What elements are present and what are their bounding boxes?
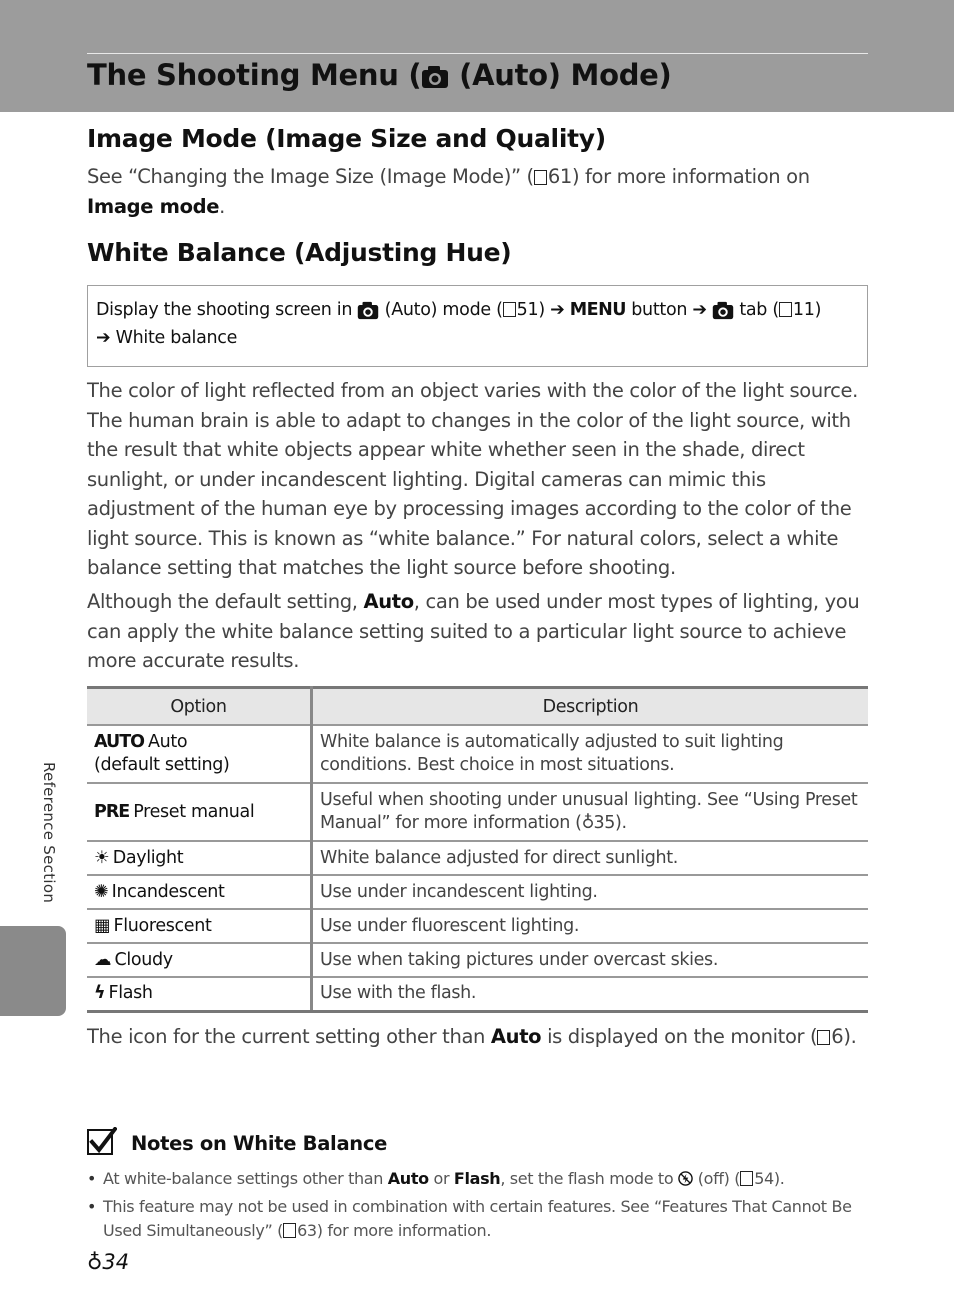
fluorescent-icon: ▦ (94, 915, 110, 936)
camera-auto-icon (357, 301, 379, 320)
book-icon (534, 170, 547, 185)
description-cell: Use with the flash. (312, 977, 869, 1011)
list-item: • This feature may not be used in combination with certain features. See “Features That Cannot Be Used Simultaneously” ( 63) for more information. (87, 1195, 868, 1243)
notes-list (87, 1167, 868, 1247)
flash-off-icon (678, 1171, 693, 1186)
cloudy-icon: ☁ (94, 949, 111, 970)
daylight-icon: ☀ (94, 847, 109, 868)
option-cell: AUTO Auto (default setting) (87, 725, 312, 783)
column-header-option: Option (87, 688, 312, 726)
camera-auto-icon (421, 65, 449, 89)
description-cell: Use under fluorescent lighting. (312, 909, 869, 943)
white-balance-heading: White Balance (Adjusting Hue) (87, 238, 512, 267)
list-item: • At white-balance settings other than Auto or Flash, set the flash mode to (off) ( 54). (87, 1167, 868, 1191)
camera-tab-icon (712, 301, 734, 320)
e-section-icon: ♁ (87, 1250, 103, 1274)
white-balance-table (87, 686, 868, 1013)
book-icon (779, 302, 792, 317)
e-section-icon: ♁ (581, 813, 594, 833)
preset-icon: PRE (94, 801, 130, 822)
table-row (87, 909, 868, 943)
image-mode-heading: Image Mode (Image Size and Quality) (87, 124, 606, 153)
option-cell: ☁ Cloudy (87, 943, 312, 977)
book-icon (740, 1171, 753, 1186)
table-row (87, 977, 868, 1011)
description-cell: Use under incandescent lighting. (312, 875, 869, 909)
header-rule (87, 53, 868, 54)
option-cell: ▦ Fluorescent (87, 909, 312, 943)
table-row (87, 943, 868, 977)
header-band (0, 0, 954, 112)
menu-button-label: MENU (569, 300, 626, 320)
procedure-step: ➔ White balance (96, 328, 238, 348)
book-icon (817, 1030, 830, 1045)
column-header-description: Description (312, 688, 869, 726)
section-label: Reference Section (40, 762, 58, 904)
table-row (87, 841, 868, 875)
table-row (87, 875, 868, 909)
after-table-text: The icon for the current setting other than Auto is displayed on the monitor ( 6). (87, 1025, 857, 1048)
incandescent-icon: ✺ (94, 881, 108, 902)
auto-icon: AUTO (94, 732, 145, 752)
procedure-box: Display the shooting screen in (Auto) mode ( 51) ➔ MENU button ➔ tab ( 11) ➔ White balance (87, 285, 868, 367)
notes-title: Notes on White Balance (131, 1132, 388, 1155)
option-cell: PRE Preset manual (87, 783, 312, 841)
flash-icon: ϟ (94, 983, 105, 1004)
page-number: ♁34 (87, 1250, 130, 1274)
book-icon (283, 1223, 296, 1238)
description-cell: Useful when shooting under unusual lighting. See “Using Preset Manual” for more information (♁35). (312, 783, 869, 841)
table-row (87, 725, 868, 783)
option-cell: ϟ Flash (87, 977, 312, 1011)
description-cell: White balance is automatically adjusted to suit lighting conditions. Best choice in most situations. (312, 725, 869, 783)
image-mode-text: See “Changing the Image Size (Image Mode)” ( 61) for more information on Image mode. (87, 165, 810, 218)
book-icon (503, 302, 516, 317)
checkmark-icon (87, 1127, 117, 1157)
section-tab (0, 926, 66, 1016)
option-cell: ✺ Incandescent (87, 875, 312, 909)
white-balance-paragraph-1: The color of light reflected from an object varies with the color of the light source. The human brain is able to adapt to changes in the color of the light source, with the result that white objects appear white whether seen in the shade, direct sunlight, or under incandescent lighting. Digital cameras can mimic this adjustment of the human eye by processing images according to the color of the light source. This is known as “white balance.” For natural colors, select a white balance setting that matches the light source before shooting. (87, 379, 859, 579)
page-title: The Shooting Menu ( (Auto) Mode) (87, 58, 672, 92)
description-cell: Use when taking pictures under overcast skies. (312, 943, 869, 977)
table-row (87, 783, 868, 841)
white-balance-paragraph-2: Although the default setting, Auto, can be used under most types of lighting, you can apply the white balance setting suited to a particular light source to achieve more accurate results. (87, 590, 860, 672)
description-cell: White balance adjusted for direct sunlight. (312, 841, 869, 875)
option-cell: ☀ Daylight (87, 841, 312, 875)
